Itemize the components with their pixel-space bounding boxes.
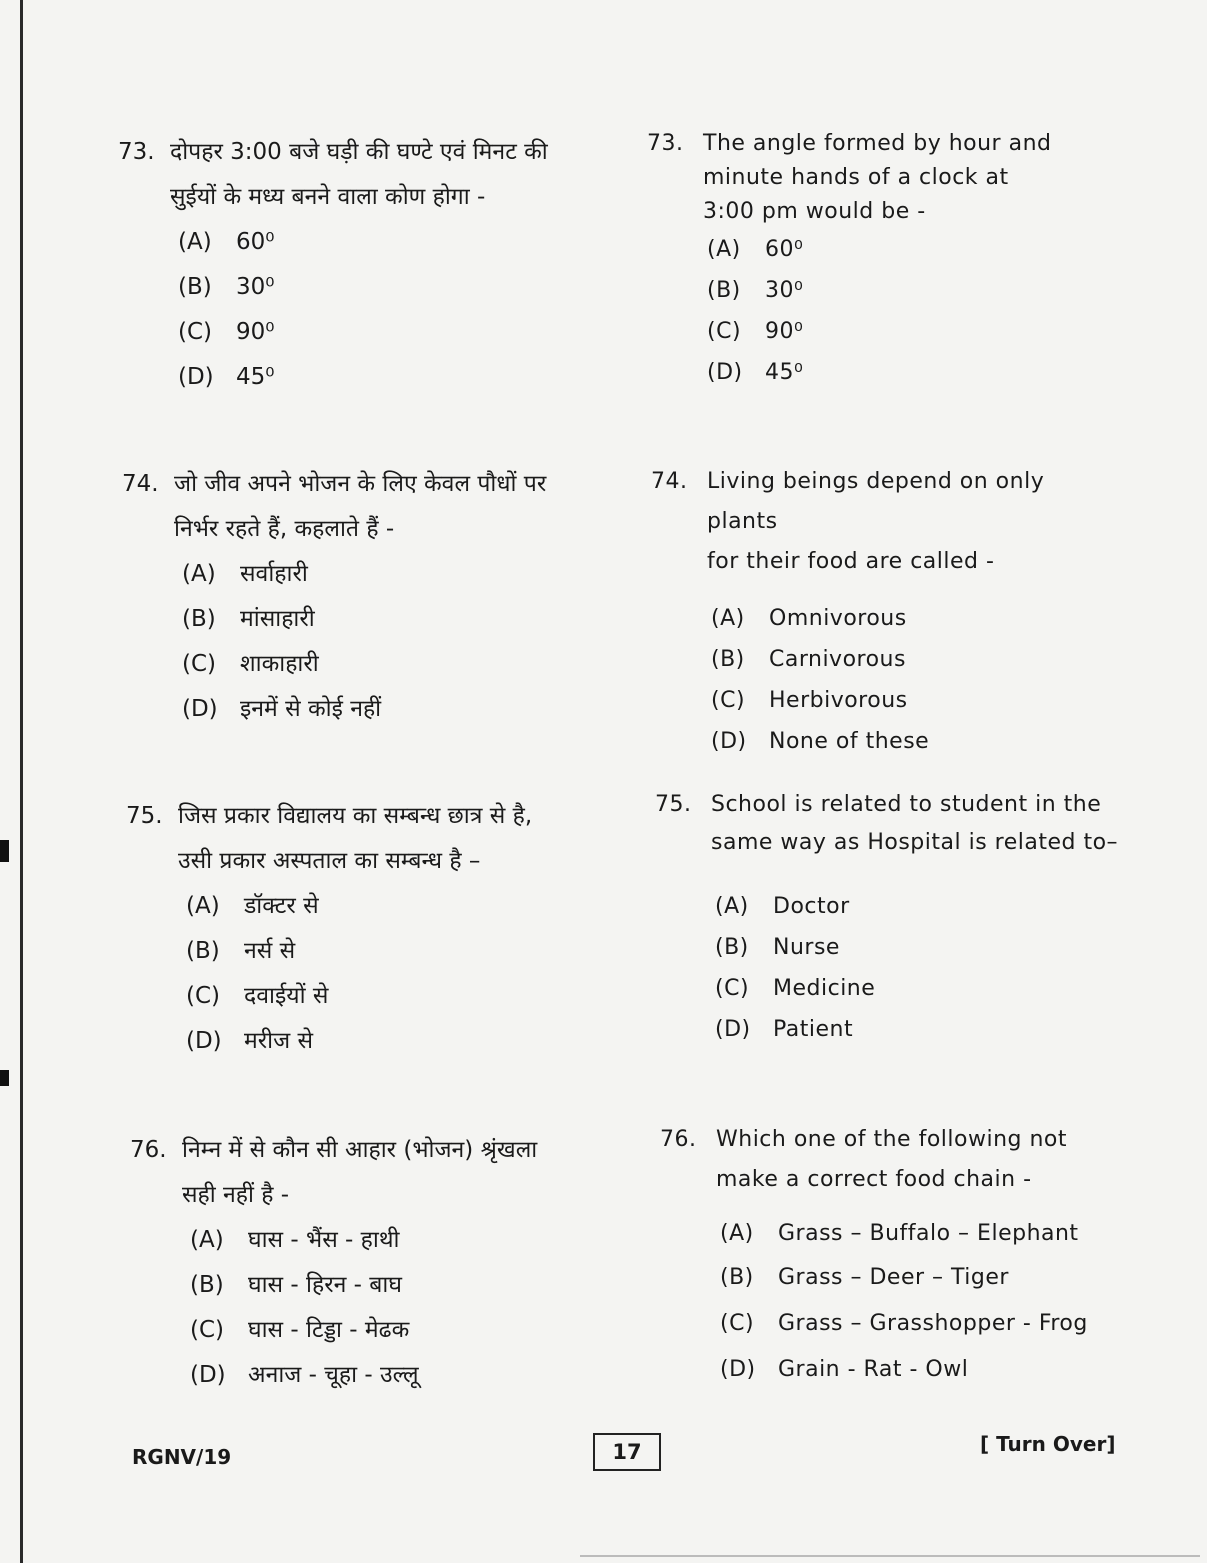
- option-b: [720, 1256, 1130, 1302]
- stem-line: निम्न में से कौन सी आहार (भोजन) श्रृंखला: [182, 1137, 538, 1163]
- option-label: (D): [190, 1362, 226, 1388]
- option-label: (B): [715, 935, 749, 960]
- option-text: 90⁰: [236, 319, 275, 345]
- option-label: (A): [715, 894, 749, 919]
- option-label: (C): [178, 319, 213, 345]
- question-number: 76.: [130, 1137, 167, 1163]
- option-text: 45⁰: [765, 360, 804, 385]
- option-d: [178, 355, 588, 400]
- option-c: [182, 642, 592, 687]
- option-a: [186, 884, 596, 929]
- question-stem: [118, 130, 588, 220]
- options-list: [711, 886, 1125, 1050]
- question-number: 73.: [647, 131, 684, 156]
- option-text: Grass – Grasshopper - Frog: [778, 1311, 1088, 1336]
- question-stem: [122, 462, 592, 552]
- option-label: (B): [711, 647, 745, 672]
- option-text: Medicine: [773, 976, 876, 1001]
- option-text: 30⁰: [765, 278, 804, 303]
- option-text: 30⁰: [236, 274, 275, 300]
- stem-line: Living beings depend on only plants: [707, 469, 1045, 534]
- option-label: (D): [178, 364, 214, 390]
- stem-line: same way as Hospital is related to–: [711, 830, 1119, 855]
- question-number: 73.: [118, 139, 155, 165]
- option-text: Grain - Rat - Owl: [778, 1357, 969, 1382]
- option-a: [715, 886, 1125, 927]
- option-a: [178, 220, 588, 265]
- question-english-76: [660, 1120, 1130, 1394]
- option-c: [178, 310, 588, 355]
- binding-mark: [0, 1070, 9, 1086]
- option-label: (B): [720, 1265, 754, 1290]
- option-label: (A): [707, 237, 741, 262]
- question-hindi-76: [130, 1128, 600, 1398]
- option-text: घास - टिड्डा - मेढक: [248, 1317, 410, 1343]
- stem-line: minute hands of a clock at: [703, 165, 1009, 190]
- option-label: (B): [707, 278, 741, 303]
- option-text: घास - भैंस - हाथी: [248, 1227, 400, 1253]
- option-text: 60⁰: [236, 229, 275, 255]
- option-a: [190, 1218, 600, 1263]
- option-text: दवाईयों से: [244, 983, 329, 1009]
- option-c: [715, 968, 1125, 1009]
- option-label: (C): [720, 1311, 755, 1336]
- option-text: Carnivorous: [769, 647, 906, 672]
- option-text: मरीज से: [244, 1028, 314, 1054]
- option-text: घास - हिरन - बाघ: [248, 1272, 402, 1298]
- option-text: 45⁰: [236, 364, 275, 390]
- stem-line: उसी प्रकार अस्पताल का सम्बन्ध है –: [178, 848, 481, 874]
- option-c: [720, 1302, 1130, 1348]
- stem-line: दोपहर 3:00 बजे घड़ी की घण्टे एवं मिनट की: [170, 139, 548, 165]
- options-list: [170, 220, 588, 400]
- option-c: [186, 974, 596, 1019]
- question-stem: [651, 462, 1121, 582]
- question-stem: [647, 127, 1117, 229]
- option-label: (B): [186, 938, 220, 964]
- binding-edge: [0, 0, 34, 1563]
- options-list: [174, 552, 592, 732]
- question-hindi-74: [122, 462, 592, 732]
- question-stem: [126, 794, 596, 884]
- option-text: सर्वाहारी: [240, 561, 308, 587]
- question-number: 74.: [122, 471, 159, 497]
- option-label: (A): [178, 229, 212, 255]
- booklet-code: RGNV/19: [132, 1445, 232, 1469]
- option-b: [178, 265, 588, 310]
- option-d: [182, 687, 592, 732]
- option-text: डॉक्टर से: [244, 893, 319, 919]
- question-english-75: [655, 786, 1125, 1050]
- option-label: (B): [182, 606, 216, 632]
- options-list: [178, 884, 596, 1064]
- option-a: [707, 229, 1117, 270]
- question-hindi-73: [118, 130, 588, 400]
- option-d: [711, 721, 1121, 762]
- option-b: [182, 597, 592, 642]
- option-label: (B): [178, 274, 212, 300]
- option-text: इनमें से कोई नहीं: [240, 696, 382, 722]
- option-label: (A): [190, 1227, 224, 1253]
- option-label: (D): [707, 360, 743, 385]
- question-stem: [130, 1128, 600, 1218]
- option-text: Herbivorous: [769, 688, 908, 713]
- option-text: Patient: [773, 1017, 854, 1042]
- option-a: [711, 598, 1121, 639]
- options-list: [716, 1212, 1130, 1394]
- option-label: (D): [715, 1017, 751, 1042]
- option-text: Omnivorous: [769, 606, 907, 631]
- option-text: नर्स से: [244, 938, 296, 964]
- option-text: Grass – Buffalo – Elephant: [778, 1221, 1079, 1246]
- option-c: [190, 1308, 600, 1353]
- option-text: अनाज - चूहा - उल्लू: [248, 1362, 419, 1388]
- question-number: 74.: [651, 469, 688, 494]
- option-label: (A): [720, 1221, 754, 1246]
- option-text: मांसाहारी: [240, 606, 315, 632]
- option-label: (B): [190, 1272, 224, 1298]
- options-list: [703, 229, 1117, 393]
- option-text: Nurse: [773, 935, 840, 960]
- question-number: 75.: [126, 803, 163, 829]
- option-text: None of these: [769, 729, 930, 754]
- binding-line: [20, 0, 23, 1563]
- stem-line: जो जीव अपने भोजन के लिए केवल पौधों पर: [174, 471, 547, 497]
- option-label: (A): [186, 893, 220, 919]
- turn-over-label: [ Turn Over]: [980, 1432, 1116, 1456]
- option-label: (A): [711, 606, 745, 631]
- stem-line: The angle formed by hour and: [703, 131, 1052, 156]
- question-stem: [655, 786, 1125, 862]
- option-text: Grass – Deer – Tiger: [778, 1265, 1009, 1290]
- option-label: (C): [715, 976, 750, 1001]
- option-b: [711, 639, 1121, 680]
- stem-line: make a correct food chain -: [716, 1167, 1032, 1192]
- options-list: [182, 1218, 600, 1398]
- stem-line: सुईयों के मध्य बनने वाला कोण होगा -: [170, 184, 486, 210]
- question-number: 76.: [660, 1127, 697, 1152]
- question-number: 75.: [655, 792, 692, 817]
- stem-line: 3:00 pm would be -: [703, 199, 926, 224]
- option-label: (D): [720, 1357, 756, 1382]
- stem-line: Which one of the following not: [716, 1127, 1067, 1152]
- option-label: (C): [190, 1317, 225, 1343]
- binding-mark: [0, 840, 9, 862]
- option-text: शाकाहारी: [240, 651, 319, 677]
- question-hindi-75: [126, 794, 596, 1064]
- stem-line: for their food are called -: [707, 549, 995, 574]
- option-label: (C): [186, 983, 221, 1009]
- options-list: [707, 598, 1121, 762]
- option-label: (C): [711, 688, 746, 713]
- option-text: 60⁰: [765, 237, 804, 262]
- option-label: (D): [182, 696, 218, 722]
- question-stem: [660, 1120, 1130, 1200]
- option-label: (D): [711, 729, 747, 754]
- option-label: (D): [186, 1028, 222, 1054]
- option-d: [715, 1009, 1125, 1050]
- option-a: [182, 552, 592, 597]
- option-text: 90⁰: [765, 319, 804, 344]
- option-b: [715, 927, 1125, 968]
- option-a: [720, 1212, 1130, 1256]
- option-label: (A): [182, 561, 216, 587]
- option-text: Doctor: [773, 894, 850, 919]
- option-c: [707, 311, 1117, 352]
- option-b: [186, 929, 596, 974]
- stem-line: School is related to student in the: [711, 792, 1102, 817]
- option-d: [190, 1353, 600, 1398]
- stem-line: सही नहीं है -: [182, 1182, 290, 1208]
- option-d: [707, 352, 1117, 393]
- stem-line: निर्भर रहते हैं, कहलाते हैं -: [174, 516, 395, 542]
- option-b: [707, 270, 1117, 311]
- stem-line: जिस प्रकार विद्यालय का सम्बन्ध छात्र से है,: [178, 803, 533, 829]
- option-label: (C): [182, 651, 217, 677]
- question-english-73: [647, 127, 1117, 393]
- option-d: [720, 1348, 1130, 1394]
- option-d: [186, 1019, 596, 1064]
- question-english-74: [651, 462, 1121, 762]
- option-c: [711, 680, 1121, 721]
- option-label: (C): [707, 319, 742, 344]
- page-number: 17: [593, 1433, 661, 1471]
- option-b: [190, 1263, 600, 1308]
- scan-edge-line: [580, 1555, 1200, 1557]
